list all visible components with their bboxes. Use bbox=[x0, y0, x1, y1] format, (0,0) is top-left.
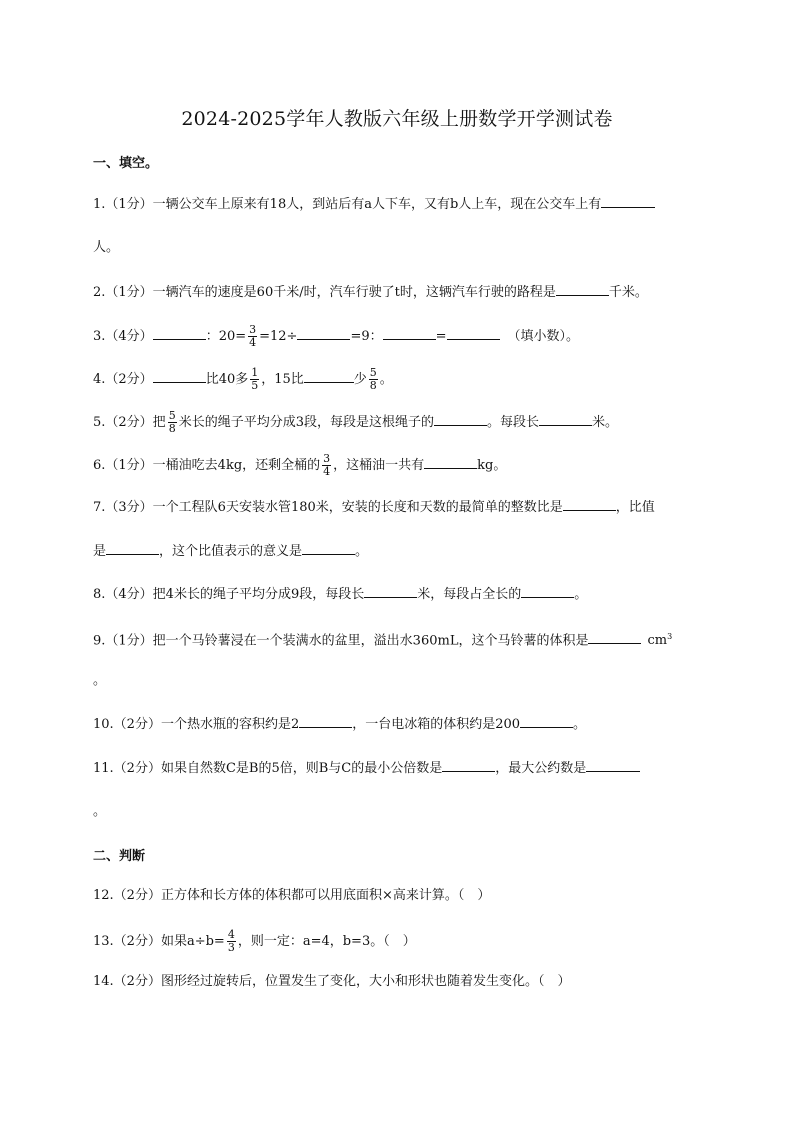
answer-blank[interactable] bbox=[521, 584, 574, 598]
page-title: 2024-2025学年人教版六年级上册数学开学测试卷 bbox=[181, 108, 613, 130]
question-text: 是 bbox=[93, 544, 107, 559]
question-text: 。每段长 bbox=[486, 415, 539, 430]
question-text: 5.（2分）把 bbox=[93, 415, 166, 430]
fraction bbox=[227, 929, 236, 954]
answer-blank[interactable] bbox=[424, 455, 477, 469]
question-4 bbox=[93, 367, 393, 392]
fraction bbox=[322, 453, 331, 478]
question-text: 米。 bbox=[591, 415, 618, 430]
question-10 bbox=[93, 714, 586, 735]
question-11-continued bbox=[93, 802, 106, 822]
fraction-numerator: 5 bbox=[168, 409, 176, 422]
question-text: 人。 bbox=[93, 240, 120, 255]
question-text: （填小数）。 bbox=[507, 329, 580, 344]
question-1 bbox=[93, 194, 655, 215]
question-text: 千米。 bbox=[608, 285, 648, 300]
question-text: 4.（2分） bbox=[93, 372, 153, 387]
question-14 bbox=[93, 972, 570, 992]
fraction-numerator: 3 bbox=[249, 323, 257, 336]
question-text: = bbox=[435, 329, 447, 344]
question-text: ，则一定：a=4，b=3。（ ） bbox=[237, 934, 416, 949]
question-text: 1.（1分）一辆公交车上原来有18人，到站后有a人下车，又有b人上车，现在公交车上有 bbox=[93, 197, 602, 212]
fraction bbox=[248, 324, 257, 349]
question-2 bbox=[93, 282, 648, 303]
fraction-numerator: 1 bbox=[251, 366, 259, 379]
question-text: ，最大公约数是 bbox=[495, 761, 587, 776]
question-text: 13.（2分）如果a÷b= bbox=[93, 934, 225, 949]
question-text: 11.（2分）如果自然数C是B的5倍，则B与C的最小公倍数是 bbox=[93, 761, 443, 776]
answer-blank[interactable] bbox=[447, 326, 500, 340]
question-text: 12.（2分）正方体和长方体的体积都可以用底面积×高来计算。（ ） bbox=[93, 888, 491, 903]
fraction bbox=[369, 367, 378, 392]
question-text: 。 bbox=[379, 372, 393, 387]
fraction-numerator: 4 bbox=[227, 928, 235, 941]
answer-blank[interactable] bbox=[442, 758, 495, 772]
question-9-continued bbox=[93, 671, 106, 691]
fraction-denominator: 5 bbox=[251, 379, 259, 392]
fraction-denominator: 4 bbox=[323, 465, 331, 478]
question-text: 7.（3分）一个工程队6天安装水管180米，安装的长度和天数的最简单的整数比是 bbox=[93, 500, 563, 515]
answer-blank[interactable] bbox=[601, 194, 655, 208]
answer-blank[interactable] bbox=[383, 326, 436, 340]
question-text: ，一台电冰箱的体积约是200 bbox=[352, 717, 521, 732]
fraction-numerator: 5 bbox=[369, 366, 377, 379]
answer-blank[interactable] bbox=[304, 369, 354, 383]
question-11 bbox=[93, 758, 640, 779]
question-text: ，这桶油一共有 bbox=[333, 458, 425, 473]
answer-blank[interactable] bbox=[302, 541, 355, 555]
fraction-denominator: 4 bbox=[249, 336, 257, 349]
question-text: 比40多 bbox=[205, 372, 249, 387]
question-1-continued bbox=[93, 238, 119, 258]
section-fill-in-heading: 一、填空。 bbox=[93, 156, 159, 171]
fraction-denominator: 8 bbox=[369, 379, 377, 392]
question-text: ，比值 bbox=[615, 500, 655, 515]
fraction-denominator: 8 bbox=[168, 422, 176, 435]
question-text: 10.（2分）一个热水瓶的容积约是2 bbox=[93, 717, 300, 732]
question-7 bbox=[93, 497, 655, 518]
question-text: 6.（1分）一桶油吃去4kg，还剩全桶的 bbox=[93, 458, 321, 473]
question-text: 9.（1分）把一个马铃薯浸在一个装满水的盆里，溢出水360mL，这个马铃薯的体积是 bbox=[93, 633, 589, 649]
question-text: 。 bbox=[93, 804, 107, 819]
question-text: 3.（4分） bbox=[93, 329, 153, 344]
answer-blank[interactable] bbox=[586, 758, 640, 772]
answer-blank[interactable] bbox=[299, 714, 352, 728]
question-text: 2.（1分）一辆汽车的速度是60千米/时，汽车行驶了t时，这辆汽车行驶的路程是 bbox=[93, 285, 556, 300]
question-text: kg。 bbox=[477, 458, 507, 473]
fraction bbox=[250, 367, 259, 392]
question-text: 米长的绳子平均分成3段，每段是这根绳子的 bbox=[178, 415, 434, 430]
question-6 bbox=[93, 453, 506, 478]
answer-blank[interactable] bbox=[434, 412, 487, 426]
question-text: 14.（2分）图形经过旋转后，位置发生了变化，大小和形状也随着发生变化。（ ） bbox=[93, 974, 571, 989]
question-text: 。 bbox=[93, 673, 107, 688]
fraction bbox=[168, 410, 177, 435]
answer-blank[interactable] bbox=[364, 584, 417, 598]
question-5 bbox=[93, 410, 618, 435]
question-text: 。 bbox=[574, 587, 588, 602]
question-3 bbox=[93, 324, 579, 349]
answer-blank[interactable] bbox=[588, 630, 641, 644]
answer-blank[interactable] bbox=[520, 714, 573, 728]
answer-blank[interactable] bbox=[563, 497, 616, 511]
question-text: 米，每段占全长的 bbox=[417, 587, 522, 602]
section-judge-heading: 二、判断 bbox=[93, 849, 146, 864]
fraction-denominator: 3 bbox=[227, 941, 235, 954]
question-text: ，15比 bbox=[261, 372, 304, 387]
question-text: =9： bbox=[350, 329, 383, 344]
answer-blank[interactable] bbox=[106, 541, 159, 555]
question-13 bbox=[93, 929, 416, 954]
question-12 bbox=[93, 886, 490, 906]
question-9 bbox=[93, 627, 672, 651]
question-text: 少 bbox=[353, 372, 367, 387]
unit-label: cm bbox=[647, 633, 668, 649]
question-text: ，这个比值表示的意义是 bbox=[159, 544, 303, 559]
question-text: =12÷ bbox=[259, 329, 298, 344]
answer-blank[interactable] bbox=[556, 282, 609, 296]
question-text: 。 bbox=[355, 544, 369, 559]
answer-blank[interactable] bbox=[297, 326, 350, 340]
question-7-continued bbox=[93, 541, 368, 562]
unit-superscript: 3 bbox=[667, 632, 673, 641]
answer-blank[interactable] bbox=[153, 326, 206, 340]
answer-blank[interactable] bbox=[539, 412, 592, 426]
question-8 bbox=[93, 584, 587, 605]
question-text: 8.（4分）把4米长的绳子平均分成9段，每段长 bbox=[93, 587, 365, 602]
question-text: ：20= bbox=[205, 329, 247, 344]
fraction-numerator: 3 bbox=[323, 452, 331, 465]
question-text: 。 bbox=[573, 717, 587, 732]
answer-blank[interactable] bbox=[153, 369, 206, 383]
